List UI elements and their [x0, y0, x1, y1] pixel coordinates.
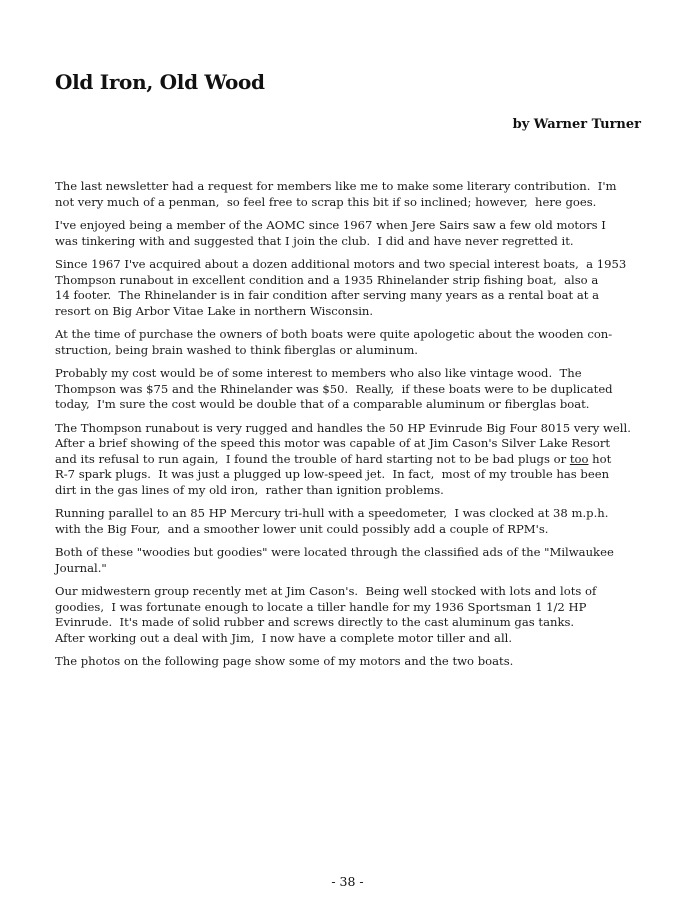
paragraph [55, 654, 645, 670]
text-segment: I've enjoyed being a member of the AOMC since 1967 when Jere Sairs saw a few old motors I [55, 218, 606, 232]
text-segment: dirt in the gas lines of my old iron, rather than ignition problems. [55, 482, 444, 497]
paragraph-line [55, 467, 645, 483]
text-segment: was tinkering with and suggested that I join the club. I did and have never regretted it. [55, 233, 574, 248]
page-number: - 38 - [331, 874, 364, 889]
paragraph-line [55, 195, 645, 211]
paragraph [55, 327, 645, 358]
text-segment: with the Big Four, and a smoother lower unit could possibly add a couple of RPM's. [55, 521, 549, 536]
paragraph-line [55, 483, 645, 499]
text-segment: The last newsletter had a request for members like me to make some literary contribution. I'm [55, 179, 617, 193]
paragraph-line [55, 382, 645, 398]
paragraph-line [55, 327, 645, 343]
paragraph [55, 179, 645, 210]
text-segment: Thompson runabout in excellent condition and a 1935 Rhinelander strip fishing boat, also a [55, 272, 599, 287]
text-segment: struction, being brain washed to think fiberglas or aluminum. [55, 342, 418, 357]
text-segment: Running parallel to an 85 HP Mercury tri-hull with a speedometer, I was clocked at 38 m.p.h. [55, 506, 609, 520]
text-segment: The photos on the following page show some of my motors and the two boats. [55, 654, 514, 668]
paragraph-line [55, 452, 645, 468]
text-segment: 14 footer. The Rhinelander is in fair condition after serving many years as a rental boat at a [55, 288, 600, 302]
paragraph-line [55, 600, 645, 616]
text-segment: Our midwestern group recently met at Jim Cason's. Being well stocked with lots and lots of [55, 584, 597, 598]
text-segment: After working out a deal with Jim, I now have a complete motor tiller and all. [55, 630, 513, 645]
text-segment: Evinrude. It's made of solid rubber and screws directly to the cast aluminum gas tanks. [55, 615, 575, 629]
text-segment: Both of these "woodies but goodies" were located through the classified ads of the "Milwaukee [55, 545, 614, 559]
text-segment: R-7 spark plugs. It was just a plugged up low-speed jet. In fact, most of my trouble has been [55, 467, 610, 481]
paragraph-line [55, 545, 645, 561]
paragraph-line [55, 561, 645, 577]
article-byline: by Warner Turner [512, 117, 641, 132]
paragraph-line [55, 218, 645, 234]
paragraph [55, 366, 645, 413]
paragraph-line [55, 397, 645, 413]
paragraph-line [55, 522, 645, 538]
text-segment: Thompson was $75 and the Rhinelander was $50. Really, if these boats were to be duplicated [55, 381, 613, 396]
text-segment: After a brief showing of the speed this motor was capable of at Jim Cason's Silver Lake Resort [55, 436, 611, 450]
paragraph-line [55, 615, 645, 631]
paragraph [55, 257, 645, 319]
paragraph-line [55, 304, 645, 320]
paragraph-line [55, 288, 645, 304]
text-segment: hot [588, 451, 612, 466]
underlined-text: too [569, 451, 589, 466]
paragraph-line [55, 436, 645, 452]
paragraph-line [55, 654, 645, 670]
article-body [55, 179, 645, 678]
text-segment: goodies, I was fortunate enough to locate a tiller handle for my 1936 Sportsman 1 1/2 HP [55, 599, 587, 614]
paragraph-line [55, 234, 645, 250]
text-segment: Probably my cost would be of some interest to members who also like vintage wood. The [55, 366, 582, 380]
text-segment: not very much of a penman, so feel free to scrap this bit if so inclined; however, here goes. [55, 194, 597, 209]
text-segment: today, I'm sure the cost would be double that of a comparable aluminum or fiberglas boat. [55, 397, 590, 411]
paragraph-line [55, 366, 645, 382]
paragraph [55, 584, 645, 646]
paragraph-line [55, 421, 645, 437]
paragraph-line [55, 273, 645, 289]
text-segment: The Thompson runabout is very rugged and handles the 50 HP Evinrude Big Four 8015 very well. [55, 420, 631, 435]
paragraph-line [55, 506, 645, 522]
text-segment: Since 1967 I've acquired about a dozen additional motors and two special interest boats, a 1953 [55, 257, 627, 271]
paragraph [55, 421, 645, 499]
article-title: Old Iron, Old Wood [55, 70, 265, 94]
paragraph [55, 506, 645, 537]
text-segment: and its refusal to run again, I found the trouble of hard starting not to be bad plugs or [55, 451, 570, 466]
paragraph [55, 545, 645, 576]
paragraph-line [55, 179, 645, 195]
text-segment: At the time of purchase the owners of both boats were quite apologetic about the wooden con- [55, 327, 613, 341]
paragraph-line [55, 343, 645, 359]
text-segment: resort on Big Arbor Vitae Lake in northern Wisconsin. [55, 303, 374, 318]
paragraph-line [55, 584, 645, 600]
text-segment: Journal." [55, 560, 107, 575]
paragraph [55, 218, 645, 249]
paragraph-line [55, 257, 645, 273]
paragraph-line [55, 631, 645, 647]
